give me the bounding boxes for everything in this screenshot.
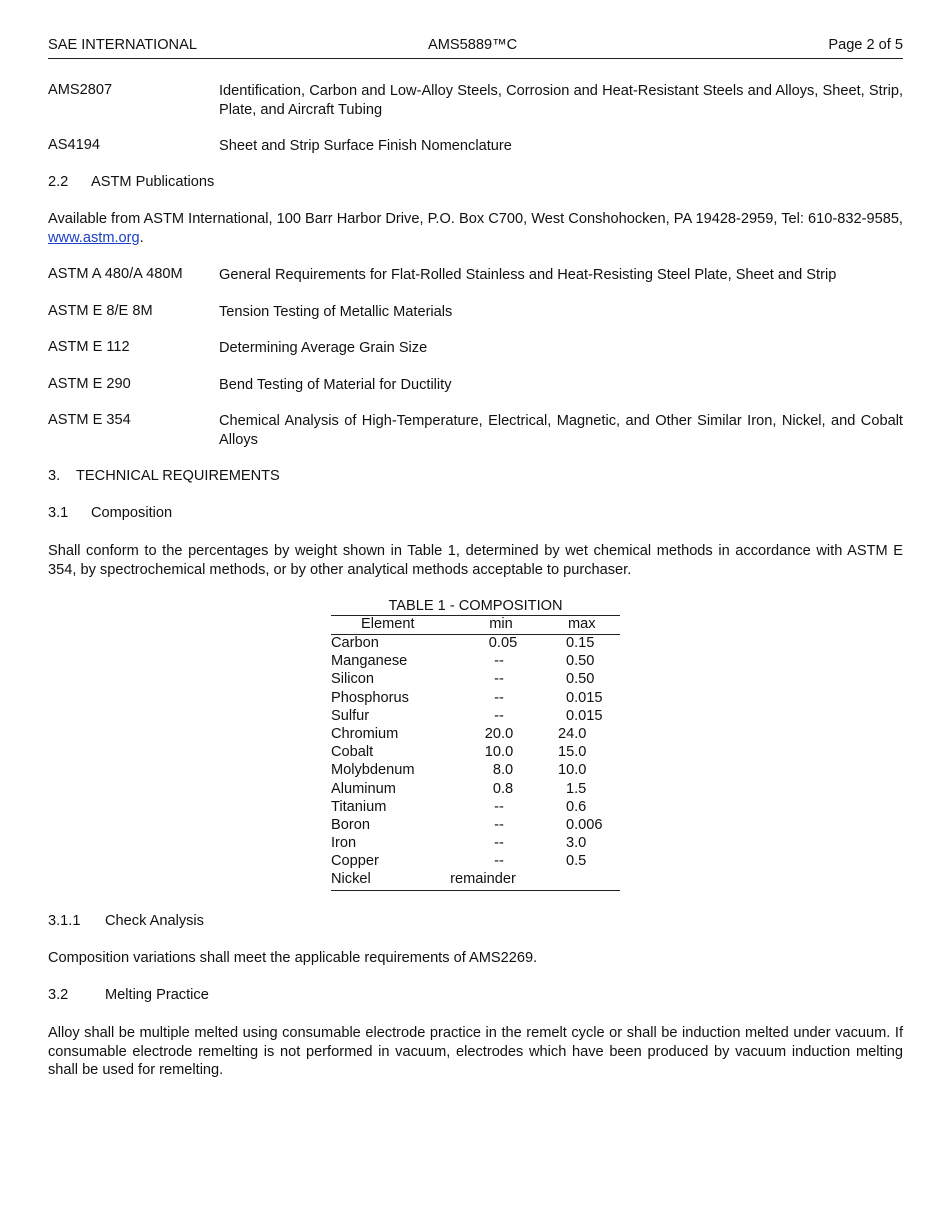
- section-title: TECHNICAL REQUIREMENTS: [76, 468, 280, 484]
- reference-code: ASTM A 480/A 480M: [48, 266, 183, 282]
- astm-website-link[interactable]: www.astm.org: [48, 229, 140, 246]
- cell-min: 0.8: [492, 780, 514, 797]
- cell-min: --: [494, 689, 504, 706]
- cell-element: Cobalt: [331, 744, 374, 761]
- cell-min: --: [494, 853, 504, 870]
- section-number: 3.2: [48, 987, 69, 1003]
- section-number: 2.2: [48, 174, 69, 190]
- cell-min: 10.0: [484, 744, 514, 761]
- section-heading-3-1: [48, 505, 172, 521]
- melting-practice-paragraph: Alloy shall be multiple melted using consumable electrode practice in the remelt cycle or shall be induction melted under vacuum. If consumable electrode remelting is not performed in vacuum, electrodes which have been produced by vacuum induction melting shall be used for remelting.: [48, 1025, 903, 1078]
- table-row: [331, 781, 620, 799]
- cell-element: Boron: [331, 816, 370, 833]
- table-row: [331, 799, 620, 817]
- cell-min: --: [494, 707, 504, 724]
- table-row: [331, 635, 620, 653]
- section-heading-2-2: [48, 174, 214, 190]
- page-header: [48, 36, 903, 59]
- table-caption: TABLE 1 - COMPOSITION: [331, 597, 620, 616]
- reference-description: Identification, Carbon and Low-Alloy Steels, Corrosion and Heat-Resistant Steels and Alloys, Sheet, Strip, Plate, and Aircraft Tubing: [219, 83, 903, 118]
- section-title: ASTM Publications: [91, 174, 215, 190]
- reference-description: Determining Average Grain Size: [219, 340, 428, 356]
- cell-max: 0.6: [566, 798, 587, 815]
- cell-max: 15.0: [558, 744, 587, 761]
- astm-availability-end: .: [139, 229, 144, 246]
- table-row: [331, 835, 620, 853]
- cell-min: --: [494, 653, 504, 670]
- reference-code: ASTM E 290: [48, 376, 131, 392]
- cell-min: remainder: [450, 871, 516, 888]
- cell-max: 10.0: [558, 762, 587, 779]
- header-document-number: AMS5889™C: [428, 37, 518, 53]
- table-row: [331, 853, 620, 871]
- table-row: [331, 871, 620, 890]
- cell-min: 8.0: [492, 762, 514, 779]
- cell-max: 0.50: [566, 671, 595, 688]
- cell-element: Carbon: [331, 635, 379, 651]
- cell-element: Phosphorus: [331, 689, 409, 706]
- reference-code: ASTM E 112: [48, 339, 130, 355]
- cell-min: --: [494, 835, 504, 852]
- table-row: [331, 671, 620, 689]
- reference-description: General Requirements for Flat-Rolled Stainless and Heat-Resisting Steel Plate, Sheet and Strip: [219, 267, 837, 283]
- cell-element: Manganese: [331, 653, 408, 670]
- cell-element: Nickel: [331, 871, 371, 888]
- table-row: [331, 817, 620, 835]
- cell-element: Aluminum: [331, 780, 396, 797]
- cell-min: 20.0: [484, 725, 514, 742]
- cell-min: --: [494, 671, 504, 688]
- cell-element: Copper: [331, 853, 379, 870]
- check-analysis-paragraph: Composition variations shall meet the applicable requirements of AMS2269.: [48, 950, 538, 966]
- astm-availability-paragraph: [48, 210, 903, 247]
- reference-code: AS4194: [48, 137, 100, 153]
- table-body: [331, 635, 620, 891]
- cell-max: 24.0: [558, 725, 587, 742]
- cell-element: Molybdenum: [331, 762, 415, 779]
- cell-element: Chromium: [331, 725, 399, 742]
- cell-max: 0.50: [566, 653, 595, 670]
- section-heading-3: [48, 468, 280, 484]
- cell-element: Iron: [331, 835, 357, 852]
- cell-element: Silicon: [331, 671, 374, 688]
- table-row: [331, 690, 620, 708]
- section-title: Composition: [91, 505, 173, 521]
- table-header-row: [331, 616, 620, 635]
- cell-max: 0.5: [566, 853, 587, 870]
- section-number: 3.1: [48, 505, 69, 521]
- cell-max: 0.015: [566, 689, 603, 706]
- cell-min: --: [494, 816, 504, 833]
- cell-max: 1.5: [566, 780, 587, 797]
- header-page-number: Page 2 of 5: [828, 37, 903, 53]
- cell-max: 3.0: [566, 835, 587, 852]
- reference-description: Sheet and Strip Surface Finish Nomenclature: [219, 138, 512, 154]
- composition-paragraph: Shall conform to the percentages by weight shown in Table 1, determined by wet chemical methods in accordance with ASTM E 354, by spectrochemical methods, or by other analytical methods acceptable to purchaser.: [48, 543, 903, 578]
- table-row: [331, 726, 620, 744]
- reference-code: ASTM E 354: [48, 412, 131, 428]
- astm-availability-text: Available from ASTM International, 100 Barr Harbor Drive, P.O. Box C700, West Conshohocken, PA 19428-2959, Tel: 610-832-9585,: [48, 211, 903, 227]
- section-heading-3-2: [48, 987, 209, 1003]
- table-row: [331, 762, 620, 780]
- cell-element: Titanium: [331, 798, 387, 815]
- section-title: Melting Practice: [105, 987, 209, 1003]
- section-title: Check Analysis: [105, 913, 204, 929]
- section-number: 3.: [48, 468, 61, 484]
- cell-min: --: [494, 798, 504, 815]
- reference-description: Tension Testing of Metallic Materials: [219, 304, 453, 320]
- cell-max: 0.006: [566, 816, 603, 833]
- column-header-element: Element: [361, 616, 415, 632]
- reference-code: AMS2807: [48, 82, 113, 98]
- section-number: 3.1.1: [48, 913, 81, 929]
- section-heading-3-1-1: [48, 913, 204, 929]
- table-row: [331, 744, 620, 762]
- cell-element: Sulfur: [331, 707, 370, 724]
- column-header-min: min: [489, 616, 513, 632]
- cell-max: 0.15: [566, 635, 595, 651]
- column-header-max: max: [568, 616, 596, 632]
- reference-code: ASTM E 8/E 8M: [48, 303, 153, 319]
- table-row: [331, 708, 620, 726]
- reference-description: Bend Testing of Material for Ductility: [219, 377, 452, 393]
- cell-max: 0.015: [566, 707, 603, 724]
- reference-description: Chemical Analysis of High-Temperature, Electrical, Magnetic, and Other Similar Iron, Nickel, and Cobalt Alloys: [219, 413, 903, 448]
- header-organization: SAE INTERNATIONAL: [48, 37, 197, 53]
- table-row: [331, 653, 620, 671]
- cell-min: 0.05: [488, 635, 518, 651]
